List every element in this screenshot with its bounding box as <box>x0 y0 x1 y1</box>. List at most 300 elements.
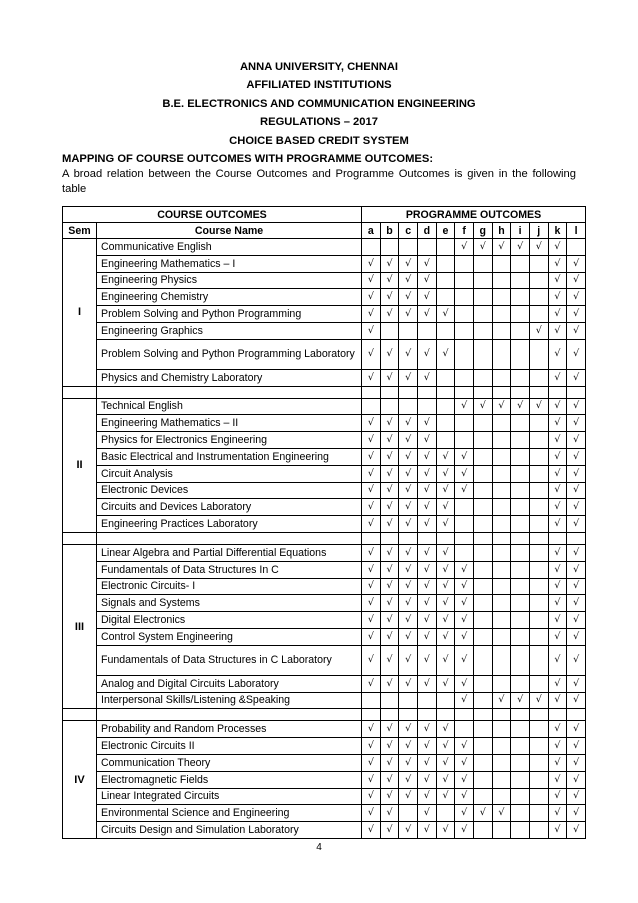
outcome-cell-c: √ <box>399 754 418 771</box>
table-row <box>63 369 586 386</box>
spacer-cell <box>417 709 436 721</box>
table-row <box>63 645 586 675</box>
outcome-cell-a <box>362 239 381 256</box>
outcome-cell-c: √ <box>399 612 418 629</box>
outcome-cell-k: √ <box>548 255 567 272</box>
spacer-cell <box>97 709 362 721</box>
outcome-cell-h <box>492 612 511 629</box>
outcome-cell-g <box>473 415 492 432</box>
spacer-cell <box>567 386 586 398</box>
course-name: Engineering Chemistry <box>97 289 362 306</box>
table-row <box>63 398 586 415</box>
outcome-cell-g <box>473 738 492 755</box>
outcome-cell-k: √ <box>548 628 567 645</box>
group-header-row <box>63 207 586 223</box>
outcome-cell-f: √ <box>455 771 474 788</box>
spacer-cell <box>511 532 530 544</box>
outcome-cell-i <box>511 628 530 645</box>
spacer-cell <box>399 709 418 721</box>
outcome-header-a: a <box>362 223 381 239</box>
outcome-cell-a: √ <box>362 482 381 499</box>
course-name: Physics for Electronics Engineering <box>97 432 362 449</box>
spacer-cell <box>548 532 567 544</box>
outcome-cell-c: √ <box>399 561 418 578</box>
outcome-cell-g <box>473 306 492 323</box>
outcome-cell-c: √ <box>399 432 418 449</box>
outcome-cell-d: √ <box>417 822 436 839</box>
outcome-cell-b: √ <box>380 721 399 738</box>
outcome-cell-j <box>529 306 548 323</box>
section-title: MAPPING OF COURSE OUTCOMES WITH PROGRAMME OUTCOMES: <box>62 153 434 165</box>
outcome-cell-a: √ <box>362 339 381 369</box>
course-name: Electromagnetic Fields <box>97 771 362 788</box>
outcome-cell-c <box>399 239 418 256</box>
heading-university: ANNA UNIVERSITY, CHENNAI <box>239 61 399 73</box>
outcome-cell-a: √ <box>362 805 381 822</box>
outcome-cell-g <box>473 561 492 578</box>
outcome-cell-l: √ <box>567 805 586 822</box>
table-body <box>63 239 586 839</box>
outcome-cell-k: √ <box>548 289 567 306</box>
spacer-cell <box>362 532 381 544</box>
outcome-header-k: k <box>548 223 567 239</box>
spacer-cell <box>399 386 418 398</box>
outcome-cell-f: √ <box>455 805 474 822</box>
section-intro: A broad relation between the Course Outcomes and Programme Outcomes is given in the following table <box>62 168 576 195</box>
outcome-cell-i <box>511 369 530 386</box>
outcome-cell-h <box>492 822 511 839</box>
outcome-cell-b: √ <box>380 415 399 432</box>
outcome-cell-j <box>529 822 548 839</box>
outcome-header-c: c <box>399 223 418 239</box>
outcome-cell-d: √ <box>417 432 436 449</box>
outcome-cell-d: √ <box>417 771 436 788</box>
outcome-cell-g <box>473 771 492 788</box>
outcome-cell-a: √ <box>362 738 381 755</box>
outcome-cell-k: √ <box>548 398 567 415</box>
outcome-cell-h <box>492 754 511 771</box>
outcome-cell-b: √ <box>380 289 399 306</box>
outcome-cell-h <box>492 432 511 449</box>
course-name: Physics and Chemistry Laboratory <box>97 369 362 386</box>
outcome-cell-i <box>511 499 530 516</box>
outcome-cell-h <box>492 448 511 465</box>
outcome-cell-g <box>473 595 492 612</box>
outcome-cell-g: √ <box>473 805 492 822</box>
outcome-cell-d: √ <box>417 499 436 516</box>
outcome-cell-k: √ <box>548 339 567 369</box>
outcome-cell-k: √ <box>548 788 567 805</box>
spacer-row <box>63 709 586 721</box>
outcome-cell-a: √ <box>362 771 381 788</box>
document-heading <box>0 58 638 150</box>
outcome-cell-i: √ <box>511 239 530 256</box>
outcome-cell-d: √ <box>417 595 436 612</box>
outcome-cell-k: √ <box>548 306 567 323</box>
outcome-cell-j <box>529 369 548 386</box>
outcome-cell-k: √ <box>548 754 567 771</box>
outcome-cell-c: √ <box>399 516 418 533</box>
outcome-cell-d: √ <box>417 465 436 482</box>
spacer-row <box>63 532 586 544</box>
outcome-cell-i <box>511 561 530 578</box>
outcome-cell-i <box>511 822 530 839</box>
outcome-cell-d: √ <box>417 289 436 306</box>
course-name: Engineering Graphics <box>97 322 362 339</box>
outcome-cell-a: √ <box>362 499 381 516</box>
outcome-cell-g <box>473 822 492 839</box>
course-name: Electronic Circuits II <box>97 738 362 755</box>
outcome-cell-c: √ <box>399 578 418 595</box>
outcome-cell-e <box>436 239 455 256</box>
outcome-cell-k: √ <box>548 516 567 533</box>
outcome-cell-d: √ <box>417 415 436 432</box>
outcome-cell-i <box>511 738 530 755</box>
outcome-cell-c: √ <box>399 289 418 306</box>
outcome-cell-e: √ <box>436 771 455 788</box>
outcome-cell-i <box>511 289 530 306</box>
outcome-cell-d: √ <box>417 612 436 629</box>
spacer-cell <box>548 386 567 398</box>
outcome-cell-j <box>529 612 548 629</box>
outcome-cell-c: √ <box>399 628 418 645</box>
outcome-cell-c: √ <box>399 771 418 788</box>
outcome-cell-e: √ <box>436 595 455 612</box>
outcome-cell-j <box>529 339 548 369</box>
outcome-cell-k: √ <box>548 721 567 738</box>
outcome-cell-h <box>492 272 511 289</box>
outcome-cell-i <box>511 339 530 369</box>
outcome-cell-h <box>492 289 511 306</box>
outcome-cell-f: √ <box>455 628 474 645</box>
spacer-cell <box>511 386 530 398</box>
course-name: Engineering Mathematics – I <box>97 255 362 272</box>
outcome-cell-k: √ <box>548 465 567 482</box>
table-row <box>63 628 586 645</box>
outcome-cell-k: √ <box>548 561 567 578</box>
outcome-cell-l: √ <box>567 499 586 516</box>
outcome-cell-k: √ <box>548 544 567 561</box>
outcome-cell-a: √ <box>362 788 381 805</box>
outcome-cell-i <box>511 255 530 272</box>
outcome-cell-e <box>436 805 455 822</box>
outcome-cell-c: √ <box>399 499 418 516</box>
spacer-cell <box>417 386 436 398</box>
spacer-cell <box>455 709 474 721</box>
outcome-cell-c: √ <box>399 448 418 465</box>
outcome-cell-g <box>473 322 492 339</box>
outcome-cell-b: √ <box>380 516 399 533</box>
outcome-cell-d: √ <box>417 805 436 822</box>
outcome-cell-l: √ <box>567 628 586 645</box>
outcome-cell-g <box>473 754 492 771</box>
course-name: Electronic Circuits- I <box>97 578 362 595</box>
outcome-cell-f: √ <box>455 692 474 709</box>
spacer-cell <box>492 386 511 398</box>
outcome-cell-h <box>492 675 511 692</box>
spacer-cell <box>473 532 492 544</box>
outcome-cell-l: √ <box>567 415 586 432</box>
spacer-cell <box>548 709 567 721</box>
spacer-cell <box>455 532 474 544</box>
outcome-cell-j <box>529 272 548 289</box>
spacer-cell <box>97 386 362 398</box>
outcome-cell-g <box>473 339 492 369</box>
spacer-cell <box>97 532 362 544</box>
outcome-cell-i <box>511 465 530 482</box>
outcome-cell-a: √ <box>362 415 381 432</box>
outcome-cell-j <box>529 754 548 771</box>
outcome-cell-e <box>436 255 455 272</box>
outcome-cell-k: √ <box>548 675 567 692</box>
outcome-cell-a: √ <box>362 322 381 339</box>
outcome-cell-c: √ <box>399 255 418 272</box>
outcome-cell-k: √ <box>548 692 567 709</box>
table-row <box>63 272 586 289</box>
outcome-cell-e: √ <box>436 675 455 692</box>
outcome-cell-k: √ <box>548 369 567 386</box>
outcome-cell-h <box>492 578 511 595</box>
outcome-cell-f: √ <box>455 645 474 675</box>
outcome-cell-i <box>511 544 530 561</box>
outcome-cell-e: √ <box>436 738 455 755</box>
spacer-cell <box>511 709 530 721</box>
outcome-cell-d <box>417 322 436 339</box>
programme-outcomes-header: PROGRAMME OUTCOMES <box>362 207 586 223</box>
outcome-cell-k: √ <box>548 595 567 612</box>
outcome-cell-b: √ <box>380 465 399 482</box>
outcome-cell-a: √ <box>362 306 381 323</box>
outcome-cell-f: √ <box>455 788 474 805</box>
outcome-cell-j <box>529 675 548 692</box>
outcome-cell-c: √ <box>399 645 418 675</box>
outcome-cell-c: √ <box>399 788 418 805</box>
outcome-cell-l: √ <box>567 272 586 289</box>
outcome-cell-g: √ <box>473 239 492 256</box>
spacer-cell <box>362 709 381 721</box>
outcome-cell-i <box>511 516 530 533</box>
outcome-cell-b: √ <box>380 499 399 516</box>
outcome-cell-e: √ <box>436 544 455 561</box>
outcome-cell-l <box>567 239 586 256</box>
spacer-cell <box>436 532 455 544</box>
outcome-cell-c: √ <box>399 339 418 369</box>
outcome-cell-c: √ <box>399 465 418 482</box>
outcome-cell-k: √ <box>548 482 567 499</box>
page-number: 4 <box>316 842 322 853</box>
outcome-cell-h <box>492 771 511 788</box>
outcome-cell-l: √ <box>567 561 586 578</box>
outcome-cell-a: √ <box>362 645 381 675</box>
outcome-cell-h: √ <box>492 239 511 256</box>
table-row <box>63 771 586 788</box>
course-name: Engineering Practices Laboratory <box>97 516 362 533</box>
spacer-cell <box>417 532 436 544</box>
outcome-cell-e: √ <box>436 721 455 738</box>
outcome-cell-d: √ <box>417 339 436 369</box>
outcome-cell-h: √ <box>492 398 511 415</box>
outcome-cell-h: √ <box>492 692 511 709</box>
table-row <box>63 754 586 771</box>
outcome-cell-f: √ <box>455 754 474 771</box>
table-row <box>63 578 586 595</box>
outcome-cell-e: √ <box>436 645 455 675</box>
outcome-cell-b: √ <box>380 788 399 805</box>
outcome-cell-l: √ <box>567 595 586 612</box>
outcome-cell-a: √ <box>362 822 381 839</box>
outcome-cell-k: √ <box>548 805 567 822</box>
outcome-cell-c <box>399 322 418 339</box>
outcome-cell-h <box>492 788 511 805</box>
course-name: Basic Electrical and Instrumentation Engineering <box>97 448 362 465</box>
course-name: Fundamentals of Data Structures In C <box>97 561 362 578</box>
outcome-cell-k: √ <box>548 415 567 432</box>
outcome-header-j: j <box>529 223 548 239</box>
table-row <box>63 544 586 561</box>
outcome-cell-f <box>455 544 474 561</box>
heading-credit-system: CHOICE BASED CREDIT SYSTEM <box>229 134 409 147</box>
outcome-cell-a: √ <box>362 628 381 645</box>
spacer-cell <box>529 532 548 544</box>
outcome-cell-h <box>492 465 511 482</box>
outcome-cell-b <box>380 239 399 256</box>
outcome-cell-e: √ <box>436 516 455 533</box>
outcome-cell-l: √ <box>567 306 586 323</box>
course-outcomes-header: COURSE OUTCOMES <box>63 207 362 223</box>
course-name: Probability and Random Processes <box>97 721 362 738</box>
outcome-cell-g <box>473 628 492 645</box>
outcome-cell-b: √ <box>380 544 399 561</box>
outcome-cell-f: √ <box>455 578 474 595</box>
table-row <box>63 805 586 822</box>
outcome-cell-a: √ <box>362 595 381 612</box>
outcome-cell-e: √ <box>436 499 455 516</box>
outcome-cell-d <box>417 692 436 709</box>
course-name: Circuits and Devices Laboratory <box>97 499 362 516</box>
heading-institutions: AFFILIATED INSTITUTIONS <box>246 79 392 92</box>
outcome-cell-c <box>399 805 418 822</box>
outcome-cell-e: √ <box>436 612 455 629</box>
outcome-cell-b: √ <box>380 738 399 755</box>
outcome-cell-f <box>455 499 474 516</box>
mapping-table <box>62 206 586 839</box>
outcome-cell-e: √ <box>436 465 455 482</box>
outcome-cell-k: √ <box>548 771 567 788</box>
outcome-cell-i: √ <box>511 398 530 415</box>
outcome-cell-j <box>529 578 548 595</box>
outcome-cell-a: √ <box>362 369 381 386</box>
outcome-cell-b <box>380 692 399 709</box>
outcome-cell-b: √ <box>380 675 399 692</box>
outcome-cell-i <box>511 322 530 339</box>
outcome-cell-a: √ <box>362 516 381 533</box>
outcome-cell-g <box>473 255 492 272</box>
table-row <box>63 612 586 629</box>
outcome-cell-d <box>417 239 436 256</box>
outcome-cell-i <box>511 595 530 612</box>
outcome-cell-l: √ <box>567 544 586 561</box>
semester-label: I <box>63 239 97 387</box>
outcome-cell-l: √ <box>567 516 586 533</box>
outcome-cell-h <box>492 255 511 272</box>
outcome-cell-a: √ <box>362 721 381 738</box>
outcome-cell-k: √ <box>548 578 567 595</box>
outcome-cell-h <box>492 415 511 432</box>
spacer-cell <box>380 709 399 721</box>
outcome-cell-k: √ <box>548 239 567 256</box>
outcome-header-b: b <box>380 223 399 239</box>
course-name: Communicative English <box>97 239 362 256</box>
outcome-cell-i <box>511 754 530 771</box>
outcome-cell-j <box>529 516 548 533</box>
outcome-cell-d: √ <box>417 675 436 692</box>
outcome-cell-j: √ <box>529 239 548 256</box>
outcome-cell-i <box>511 805 530 822</box>
outcome-cell-l: √ <box>567 448 586 465</box>
outcome-cell-c: √ <box>399 595 418 612</box>
table-row <box>63 432 586 449</box>
outcome-cell-i <box>511 306 530 323</box>
outcome-cell-l: √ <box>567 289 586 306</box>
spacer-cell <box>63 532 97 544</box>
outcome-cell-b <box>380 322 399 339</box>
table-row <box>63 561 586 578</box>
outcome-cell-c: √ <box>399 738 418 755</box>
outcome-cell-b: √ <box>380 432 399 449</box>
outcome-cell-a: √ <box>362 754 381 771</box>
outcome-cell-f <box>455 255 474 272</box>
table-row <box>63 306 586 323</box>
outcome-cell-c: √ <box>399 482 418 499</box>
spacer-cell <box>473 709 492 721</box>
outcome-cell-b: √ <box>380 645 399 675</box>
semester-label: II <box>63 398 97 532</box>
outcome-cell-f <box>455 516 474 533</box>
outcome-cell-b: √ <box>380 628 399 645</box>
outcome-cell-d: √ <box>417 369 436 386</box>
table-row <box>63 415 586 432</box>
outcome-cell-f: √ <box>455 822 474 839</box>
table-row <box>63 289 586 306</box>
outcome-cell-b: √ <box>380 482 399 499</box>
outcome-cell-g <box>473 448 492 465</box>
outcome-cell-b: √ <box>380 805 399 822</box>
outcome-cell-a: √ <box>362 544 381 561</box>
spacer-cell <box>63 386 97 398</box>
outcome-cell-a: √ <box>362 432 381 449</box>
outcome-cell-g <box>473 482 492 499</box>
outcome-cell-f <box>455 306 474 323</box>
outcome-cell-f <box>455 339 474 369</box>
outcome-cell-a: √ <box>362 448 381 465</box>
outcome-cell-i <box>511 482 530 499</box>
outcome-cell-b: √ <box>380 561 399 578</box>
outcome-cell-e <box>436 415 455 432</box>
outcome-cell-i <box>511 578 530 595</box>
outcome-cell-f <box>455 322 474 339</box>
outcome-cell-g: √ <box>473 398 492 415</box>
outcome-cell-k: √ <box>548 645 567 675</box>
sem-column-header: Sem <box>63 223 97 239</box>
outcome-cell-e <box>436 432 455 449</box>
outcome-cell-h <box>492 721 511 738</box>
outcome-cell-j <box>529 499 548 516</box>
outcome-cell-d: √ <box>417 754 436 771</box>
outcome-header-l: l <box>567 223 586 239</box>
outcome-cell-b: √ <box>380 272 399 289</box>
outcome-cell-c <box>399 398 418 415</box>
course-name: Linear Algebra and Partial Differential Equations <box>97 544 362 561</box>
